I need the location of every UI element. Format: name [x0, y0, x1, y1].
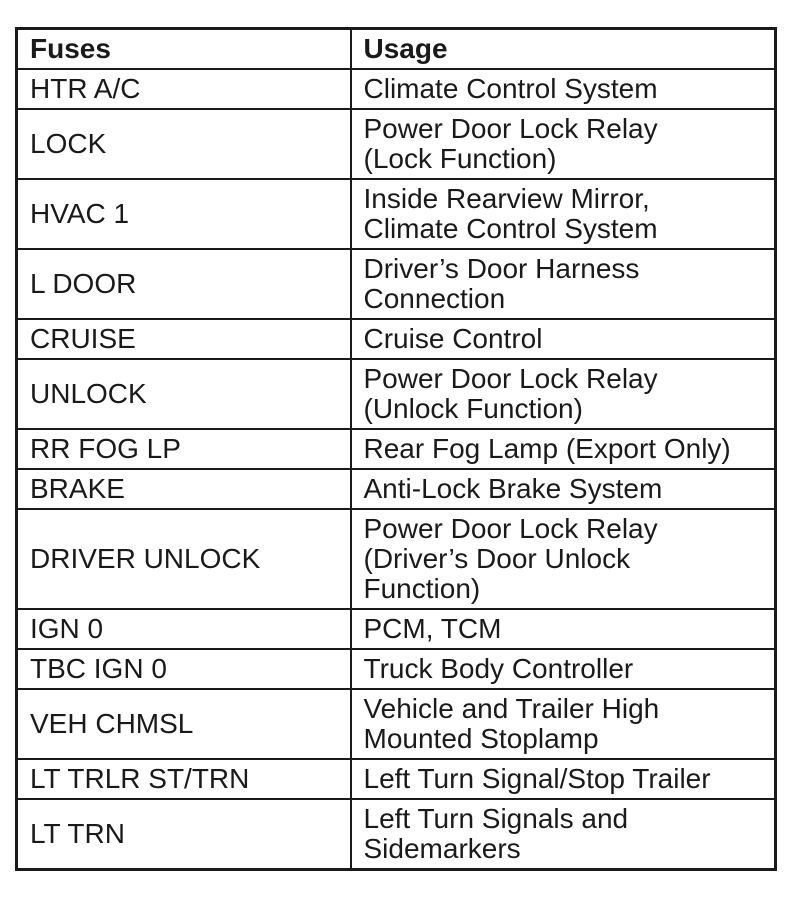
usage-cell: Inside Rearview Mirror, Climate Control System: [351, 179, 776, 249]
usage-cell: Left Turn Signal/Stop Trailer: [351, 759, 776, 799]
fuse-cell: DRIVER UNLOCK: [17, 509, 351, 609]
usage-cell: Anti-Lock Brake System: [351, 469, 776, 509]
column-header-usage: Usage: [351, 29, 776, 70]
fuse-cell: HVAC 1: [17, 179, 351, 249]
header-row: [17, 29, 776, 70]
table-row: [17, 69, 776, 109]
usage-cell: Climate Control System: [351, 69, 776, 109]
table-row: [17, 759, 776, 799]
usage-cell: Rear Fog Lamp (Export Only): [351, 429, 776, 469]
table-row: [17, 649, 776, 689]
fuse-cell: LT TRLR ST/TRN: [17, 759, 351, 799]
table-row: [17, 249, 776, 319]
usage-cell: Driver’s Door Harness Connection: [351, 249, 776, 319]
usage-cell: Truck Body Controller: [351, 649, 776, 689]
column-header-fuses: Fuses: [17, 29, 351, 70]
usage-cell: Vehicle and Trailer High Mounted Stoplamp: [351, 689, 776, 759]
table-row: [17, 509, 776, 609]
fuse-cell: TBC IGN 0: [17, 649, 351, 689]
table-row: [17, 469, 776, 509]
table-row: [17, 359, 776, 429]
table-row: [17, 109, 776, 179]
fuse-cell: L DOOR: [17, 249, 351, 319]
usage-cell: Cruise Control: [351, 319, 776, 359]
table-row: [17, 179, 776, 249]
fuse-cell: CRUISE: [17, 319, 351, 359]
usage-cell: PCM, TCM: [351, 609, 776, 649]
usage-cell: Power Door Lock Relay (Lock Function): [351, 109, 776, 179]
fuse-cell: VEH CHMSL: [17, 689, 351, 759]
fuse-cell: UNLOCK: [17, 359, 351, 429]
table-row: [17, 609, 776, 649]
usage-cell: Power Door Lock Relay (Driver’s Door Unlock Function): [351, 509, 776, 609]
table-row: [17, 799, 776, 870]
fuse-cell: BRAKE: [17, 469, 351, 509]
table-row: [17, 429, 776, 469]
table-row: [17, 689, 776, 759]
table-row: [17, 319, 776, 359]
fuse-cell: IGN 0: [17, 609, 351, 649]
usage-cell: Power Door Lock Relay (Unlock Function): [351, 359, 776, 429]
fuse-cell: HTR A/C: [17, 69, 351, 109]
usage-cell: Left Turn Signals and Sidemarkers: [351, 799, 776, 870]
fuse-cell: RR FOG LP: [17, 429, 351, 469]
fuse-cell: LT TRN: [17, 799, 351, 870]
fuse-table: [15, 27, 777, 871]
fuse-cell: LOCK: [17, 109, 351, 179]
